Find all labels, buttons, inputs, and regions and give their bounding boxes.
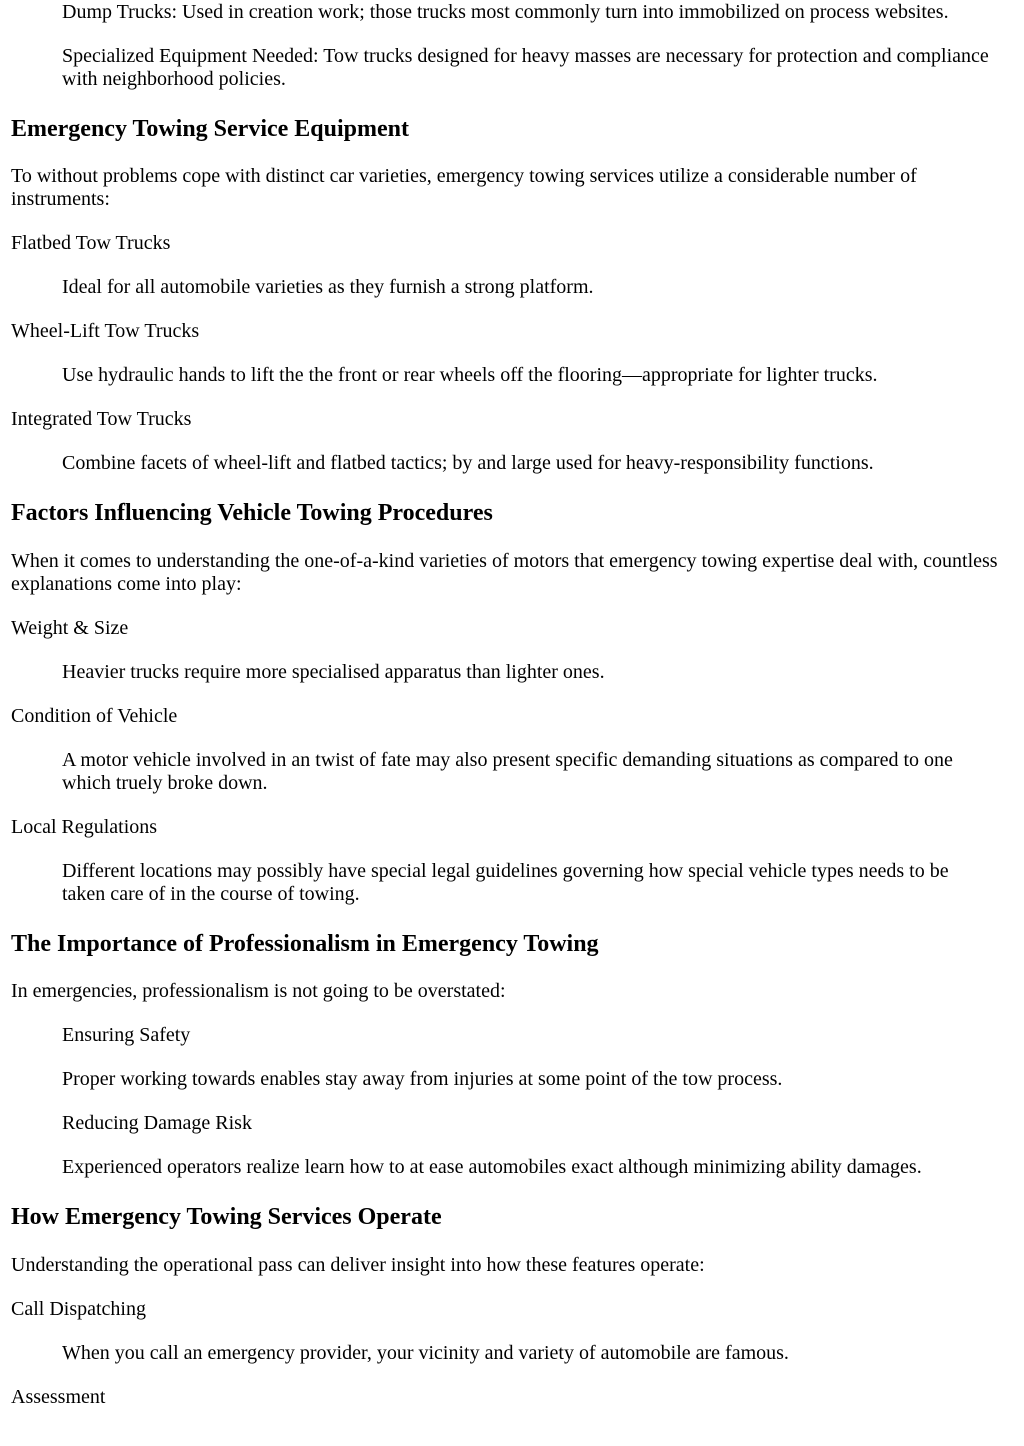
indented-paragraph-ensuring-safety: Ensuring Safety [62, 1024, 191, 1046]
paragraph-professionalism-intro: In emergencies, professionalism is not going to be overstated: [11, 980, 506, 1002]
paragraph-factors-intro: When it comes to understanding the one-of-a-kind varieties of motors that emergency towing expertise deal with, countless explanations come into play: [11, 550, 998, 595]
indented-paragraph-condition-detail: A motor vehicle involved in an twist of fate may also present specific demanding situations as compared to one which truely broke down. [62, 749, 953, 794]
indented-paragraph-damage-detail: Experienced operators realize learn how to at ease automobiles exact although minimizing ability damages. [62, 1156, 922, 1178]
indented-paragraph-dispatching-detail: When you call an emergency provider, your vicinity and variety of automobile are famous. [62, 1342, 789, 1364]
paragraph-integrated-tow-trucks: Integrated Tow Trucks [11, 408, 192, 430]
section-heading-factors: Factors Influencing Vehicle Towing Procedures [11, 500, 493, 526]
paragraph-call-dispatching: Call Dispatching [11, 1298, 146, 1320]
indented-paragraph-safety-detail: Proper working towards enables stay away from injuries at some point of the tow process. [62, 1068, 783, 1090]
paragraph-condition-of-vehicle: Condition of Vehicle [11, 705, 178, 727]
paragraph-assessment: Assessment [11, 1386, 106, 1408]
paragraph-local-regulations: Local Regulations [11, 816, 158, 838]
indented-paragraph-reducing-damage-risk: Reducing Damage Risk [62, 1112, 252, 1134]
section-heading-equipment: Emergency Towing Service Equipment [11, 116, 410, 142]
section-heading-operations: How Emergency Towing Services Operate [11, 1204, 442, 1230]
indented-paragraph-regulations-detail: Different locations may possibly have special legal guidelines governing how special vehicle types needs to be taken care of in the course of towing. [62, 860, 949, 905]
section-heading-professionalism: The Importance of Professionalism in Emergency Towing [11, 931, 599, 957]
indented-paragraph-dump-trucks: Dump Trucks: Used in creation work; those trucks most commonly turn into immobilized on process websites. [62, 1, 949, 23]
document-body [11, 0, 1001, 1409]
paragraph-operations-intro: Understanding the operational pass can deliver insight into how these features operate: [11, 1254, 705, 1276]
indented-paragraph-weight-detail: Heavier trucks require more specialised apparatus than lighter ones. [62, 661, 605, 683]
indented-paragraph-wheel-lift-detail: Use hydraulic hands to lift the the front or rear wheels off the flooring—appropriate for lighter trucks. [62, 364, 878, 386]
paragraph-weight-size: Weight & Size [11, 617, 129, 639]
indented-paragraph-specialized-equipment: Specialized Equipment Needed: Tow trucks designed for heavy masses are necessary for protection and compliance with neighborhood policies. [62, 45, 989, 90]
indented-paragraph-flatbed-detail: Ideal for all automobile varieties as they furnish a strong platform. [62, 276, 594, 298]
paragraph-equipment-intro: To without problems cope with distinct car varieties, emergency towing services utilize a considerable number of instruments: [11, 165, 917, 210]
paragraph-flatbed-tow-trucks: Flatbed Tow Trucks [11, 232, 171, 254]
indented-paragraph-integrated-detail: Combine facets of wheel-lift and flatbed tactics; by and large used for heavy-responsibility functions. [62, 452, 874, 474]
paragraph-wheel-lift-tow-trucks: Wheel-Lift Tow Trucks [11, 320, 200, 342]
